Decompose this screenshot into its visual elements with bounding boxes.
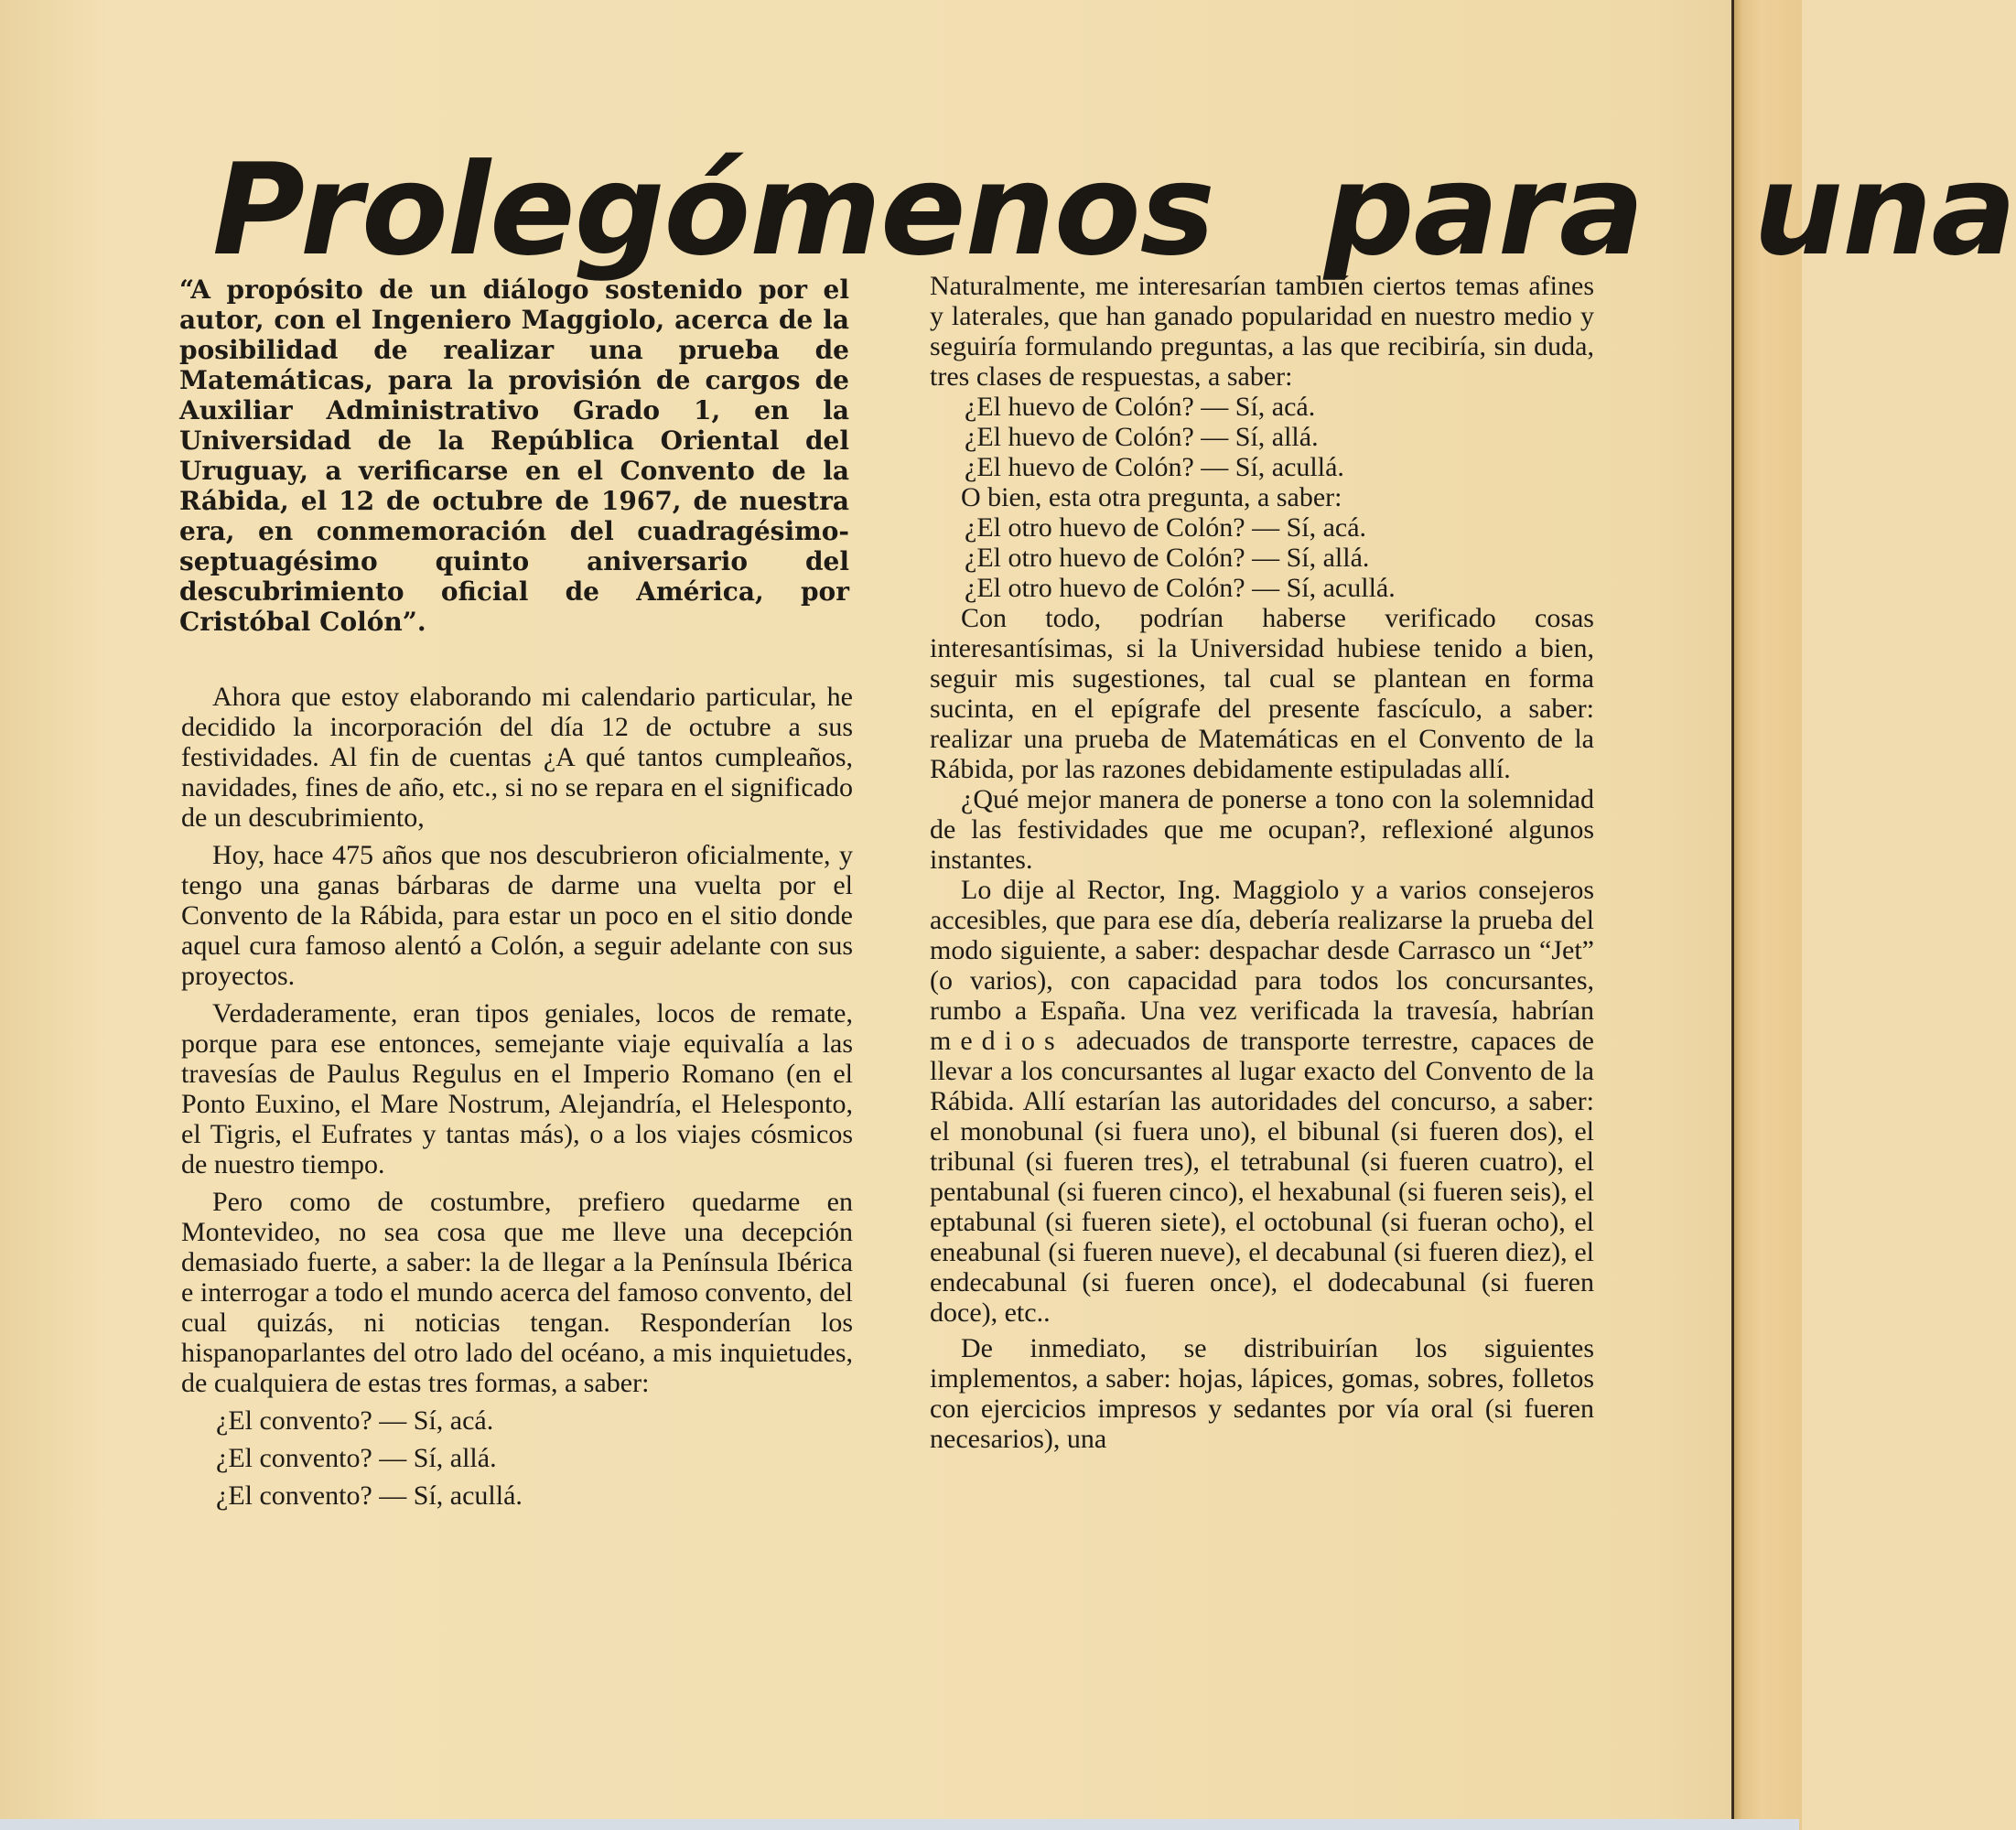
dialogue-line: ¿El huevo de Colón? — Sí, acullá.	[965, 452, 1344, 482]
scan-bottom-edge	[0, 1819, 1799, 1830]
paragraph	[930, 875, 1594, 1328]
epigraph: “A propósito de un diálogo sostenido por el autor, con el Ingeniero Maggiolo, acerca de la posibilidad de realizar una prueba de Matemáticas, para la provisión de cargos de Auxiliar Administrativo Grado 1, en la Universidad de la República Oriental del Uruguay, a verificarse en el Convento de la Rábida, el 12 de octubre de 1967, de nuestra era, en conmemoración del cuadragésimo-septuagésimo quinto aniversario del descubrimiento oficial de América, por Cristóbal Colón”.	[179, 274, 849, 637]
dialogue-line: ¿El convento? — Sí, acá.	[216, 1405, 494, 1436]
paragraph-text: Lo dije al Rector, Ing. Maggiolo y a varios consejeros accesibles, que para ese día, debería realizarse la prueba del modo siguiente, a saber: despachar desde Carrasco un “Jet” (o varios), con capacidad para todos los concursantes, rumbo a España. Una vez verificada la travesía, habrían	[930, 875, 1594, 1026]
paragraph: Pero como de costumbre, prefiero quedarme en Montevideo, no sea cosa que me lleve una decepción demasiado fuerte, a saber: la de llegar a la Península Ibérica e interrogar a todo el mundo acerca del famoso convento, del cual quizás, ni noticias tengan. Responderían los hispanoparlantes del otro lado del océano, a mis inquietudes, de cualquiera de estas tres formas, a saber:	[181, 1187, 853, 1398]
title-word-1: Prolegómenos	[212, 136, 1214, 284]
paragraph: Verdaderamente, eran tipos geniales, locos de remate, porque para ese entonces, semejante viaje equivalía a las travesías de Paulus Regulus en el Imperio Romano (en el Ponto Euxino, el Mare Nostrum, Alejandría, el Helesponto, el Tigris, el Eufrates y tantas más), o a los viajes cósmicos de nuestro tiempo.	[181, 998, 853, 1179]
paragraph: Hoy, hace 475 años que nos descubrieron oficialmente, y tengo una ganas bárbaras de darme una vuelta por el Convento de la Rábida, para estar un poco en el sitio donde aquel cura famoso alentó a Colón, a seguir adelante con sus proyectos.	[181, 840, 853, 991]
dialogue-line: ¿El otro huevo de Colón? — Sí, allá.	[965, 543, 1370, 573]
right-column	[930, 271, 1594, 1454]
paragraph: De inmediato, se distribuirían los siguientes implementos, a saber: hojas, lápices, gomas, sobres, folletos con ejercicios impresos y sedantes por vía oral (si fueren necesarios), una	[930, 1333, 1594, 1454]
spaced-word: medios	[930, 1026, 1064, 1056]
title-word-3: una	[1752, 136, 2016, 284]
paragraph: O bien, esta otra pregunta, a saber:	[961, 482, 1342, 512]
paragraph-text: adecuados de transporte terrestre, capaces de llevar a los concursantes al lugar exacto del Convento de la Rábida. Allí estarían las autoridades del concurso, a saber: el monobunal (si fuera uno), el bibunal (si fueren dos), el tribunal (si fueren tres), el tetrabunal (si fueren cuatro), el pentabunal (si fueren cinco), el hexabunal (si fueren seis), el eptabunal (si fueren siete), el octobunal (si fueran ocho), el eneabunal (si fueren nueve), el decabunal (si fueren diez), el endecabunal (si fueren once), el dodecabunal (si fueren doce), etc..	[930, 1026, 1595, 1328]
dialogue-line: ¿El huevo de Colón? — Sí, allá.	[965, 422, 1319, 452]
page-title	[212, 136, 2016, 284]
left-column	[181, 682, 853, 1511]
dialogue-line: ¿El otro huevo de Colón? — Sí, acá.	[965, 512, 1367, 543]
paragraph: Naturalmente, me interesarían también ciertos temas afines y laterales, que han ganado popularidad en nuestro medio y seguiría formulando preguntas, a las que recibiría, sin duda, tres clases de respuestas, a saber:	[930, 271, 1594, 392]
title-word-2: para	[1323, 136, 1644, 284]
dialogue-line: ¿El convento? — Sí, acullá.	[216, 1480, 523, 1511]
paragraph: ¿Qué mejor manera de ponerse a tono con la solemnidad de las festividades que me ocupan?, reflexioné algunos instantes.	[930, 784, 1594, 875]
paragraph: Ahora que estoy elaborando mi calendario particular, he decidido la incorporación del día 12 de octubre a sus festividades. Al fin de cuentas ¿A qué tantos cumpleaños, navidades, fines de año, etc., si no se repara en el significado de un descubrimiento,	[181, 682, 853, 833]
dialogue-line: ¿El otro huevo de Colón? — Sí, acullá.	[965, 573, 1396, 603]
paragraph: Con todo, podrían haberse verificado cosas interesantísimas, si la Universidad hubiese tenido a bien, seguir mis sugestiones, tal cual se plantean en forma sucinta, en el epígrafe del presente fascículo, a saber: realizar una prueba de Matemáticas en el Convento de la Rábida, por las razones debidamente estipuladas allí.	[930, 603, 1594, 784]
dialogue-line: ¿El convento? — Sí, allá.	[216, 1443, 497, 1473]
dialogue-line: ¿El huevo de Colón? — Sí, acá.	[965, 392, 1316, 422]
